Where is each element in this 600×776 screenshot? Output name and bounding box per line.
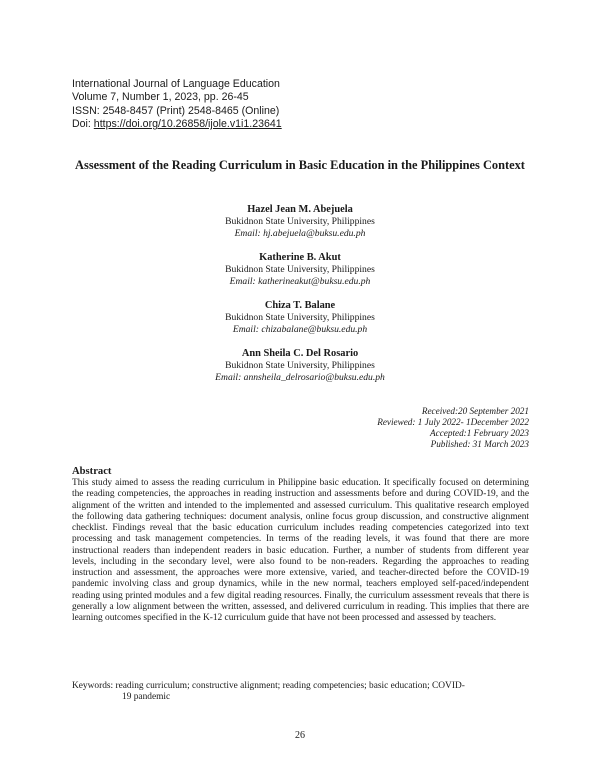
author-affiliation: Bukidnon State University, Philippines — [225, 360, 375, 371]
paper-title: Assessment of the Reading Curriculum in Basic Education in the Philippines Context — [75, 158, 525, 172]
author-email: Email: chizabalane@buksu.edu.ph — [232, 324, 368, 335]
abstract-text: This study aimed to assess the reading curriculum in Philippine basic education. It specifically focused on determining the reading competencies, the approaches in reading instruction and assessments before and during COVID-19, and the alignment of the written and intended to the implemented and assessed curriculum. This qualitative research employed the following data gathering techniques: document analysis, online focus group discussion, and constructive alignment checklist. Findings reveal that the basic education curriculum includes reading competencies categorized into text processing and task management competencies. In terms of the reading levels, it was found that there are more instructional readers than independent readers in basic education. Further, a number of students from different year levels, including in the secondary level, were also found to be non-readers. Regarding the approaches to reading instruction and assessment, the approaches were more extensive, varied, and teacher-directed before the COVID-19 pandemic involving class and group dynamics, while in the new normal, teachers employed self-paced/independent reading using printed modules and a few digital reading resources. Finally, the curriculum assessment reveals that there is generally a low alignment between the written, assessed, and delivered curriculum in reading. This implies that there are learning outcomes specified in the K-12 curriculum guide that have not been processed and assessed by teachers. — [72, 478, 529, 623]
keywords-line: Keywords: reading curriculum; constructive alignment; reading competencies; basic education; COVID- — [72, 681, 465, 691]
author-email: Email: annsheila_delrosario@buksu.edu.ph — [215, 372, 385, 383]
abstract-heading: Abstract — [72, 466, 112, 477]
author-block — [100, 251, 500, 288]
journal-issn: ISSN: 2548-8457 (Print) 2548-8465 (Online) — [72, 104, 280, 117]
author-affiliation: Bukidnon State University, Philippines — [225, 264, 375, 275]
date-published: Published: 31 March 2023 — [430, 439, 529, 449]
publication-dates — [209, 406, 529, 450]
author-list — [100, 203, 500, 395]
author-name: Katherine B. Akut — [259, 252, 341, 263]
author-email: Email: katherineakut@buksu.edu.ph — [229, 276, 371, 287]
author-affiliation: Bukidnon State University, Philippines — [225, 312, 375, 323]
author-email: Email: hj.abejuela@buksu.edu.ph — [234, 228, 366, 239]
keywords-line: 19 pandemic — [122, 692, 171, 703]
keywords — [72, 681, 529, 704]
author-block — [100, 203, 500, 240]
journal-doi — [72, 118, 532, 131]
journal-name: International Journal of Language Education — [72, 78, 280, 90]
journal-header — [72, 78, 532, 132]
author-block — [100, 299, 500, 336]
date-received: Received:20 September 2021 — [421, 406, 529, 416]
doi-label: Doi: — [72, 118, 91, 131]
date-accepted: Accepted:1 February 2023 — [430, 428, 529, 438]
author-affiliation: Bukidnon State University, Philippines — [225, 216, 375, 227]
author-name: Ann Sheila C. Del Rosario — [241, 348, 359, 359]
page-number: 26 — [295, 730, 305, 741]
author-block — [100, 347, 500, 384]
author-name: Hazel Jean M. Abejuela — [247, 204, 353, 215]
doi-link[interactable]: https://doi.org/10.26858/ijole.v1i1.23641 — [93, 118, 282, 131]
journal-volume: Volume 7, Number 1, 2023, pp. 26-45 — [72, 91, 249, 104]
author-name: Chiza T. Balane — [264, 300, 336, 311]
date-reviewed: Reviewed: 1 July 2022- 1December 2022 — [377, 417, 529, 427]
